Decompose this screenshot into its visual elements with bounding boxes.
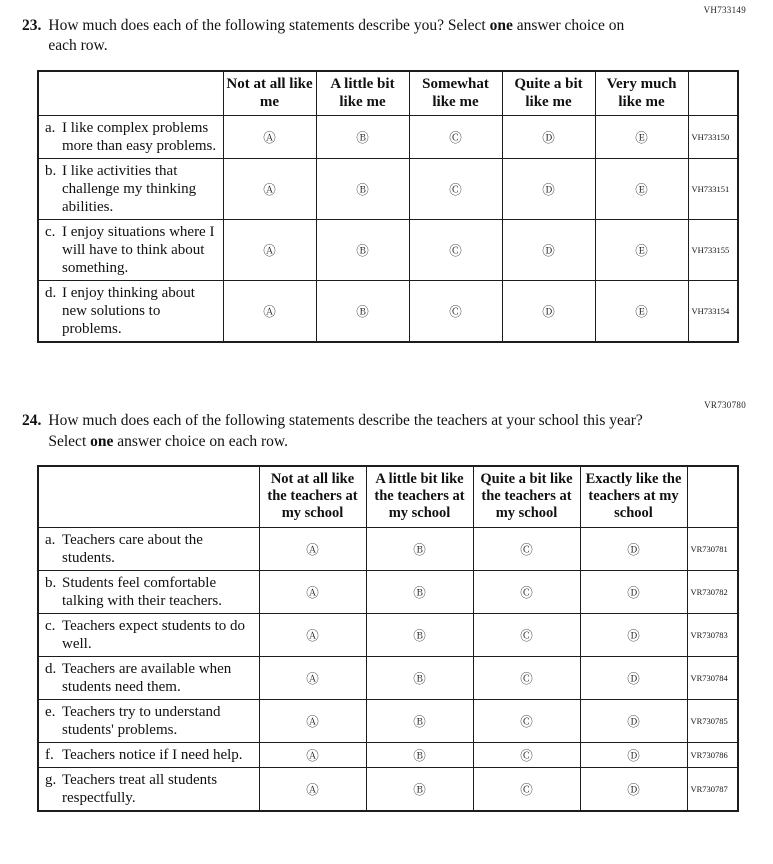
row-code: VH733155 [688, 220, 738, 281]
question-23-section [0, 5, 773, 343]
question-23-number: 23. [22, 17, 42, 34]
statement-cell [38, 159, 223, 220]
statement-text: Teachers care about the students. [62, 531, 203, 566]
answer-bubble-c[interactable]: Ⓒ [473, 767, 580, 811]
answer-bubble-a[interactable]: Ⓐ [259, 570, 366, 613]
statement-text: Teachers expect students to do well. [62, 617, 246, 652]
statement-text: Teachers try to understand students' problems. [62, 703, 221, 738]
answer-bubble-d[interactable]: Ⓓ [580, 613, 687, 656]
row-code: VR730781 [687, 527, 738, 570]
statement-cell [38, 527, 259, 570]
row-code: VH733150 [688, 116, 738, 159]
statement-letter: b. [45, 163, 57, 180]
statement-cell [38, 742, 259, 767]
answer-bubble-d[interactable]: Ⓓ [580, 699, 687, 742]
statement-row [38, 527, 738, 570]
row-code: VR730785 [687, 699, 738, 742]
answer-bubble-d[interactable]: Ⓓ [580, 656, 687, 699]
answer-bubble-d[interactable]: Ⓓ [580, 570, 687, 613]
prompt-part-bold: one [90, 432, 114, 450]
answer-bubble-b[interactable]: Ⓑ [366, 613, 473, 656]
answer-bubble-a[interactable]: Ⓐ [259, 742, 366, 767]
statement-cell [38, 699, 259, 742]
answer-column-header: Not at all like the teachers at my school [259, 466, 366, 527]
answer-bubble-a[interactable]: Ⓐ [259, 527, 366, 570]
row-code: VR730786 [687, 742, 738, 767]
answer-bubble-d[interactable]: Ⓓ [580, 767, 687, 811]
statement-row [38, 699, 738, 742]
blank-code-header-cell [687, 466, 738, 527]
answer-bubble-e[interactable]: Ⓔ [595, 159, 688, 220]
statement-text: I like activities that challenge my thinking abilities. [62, 163, 197, 216]
answer-bubble-e[interactable]: Ⓔ [595, 220, 688, 281]
answer-bubble-c[interactable]: Ⓒ [473, 742, 580, 767]
answer-bubble-d[interactable]: Ⓓ [580, 742, 687, 767]
answer-bubble-b[interactable]: Ⓑ [366, 656, 473, 699]
prompt-part-after: answer choice on each row. [113, 432, 288, 450]
question-23-table [37, 70, 739, 343]
answer-bubble-c[interactable]: Ⓒ [409, 220, 502, 281]
statement-text: Students feel comfortable talking with their teachers. [62, 574, 222, 609]
header-row [38, 466, 738, 527]
question-23-form-code: VH733149 [703, 5, 746, 15]
statement-letter: b. [45, 574, 57, 591]
statement-row [38, 767, 738, 811]
answer-column-header: Quite a bit like the teachers at my school [473, 466, 580, 527]
blank-header-cell [38, 466, 259, 527]
question-24-form-code: VR730780 [704, 400, 746, 411]
answer-bubble-c[interactable]: Ⓒ [473, 699, 580, 742]
answer-bubble-d[interactable]: Ⓓ [502, 116, 595, 159]
statement-text: Teachers are available when students need them. [62, 660, 232, 695]
statement-cell [38, 767, 259, 811]
statement-row [38, 570, 738, 613]
statement-letter: a. [45, 531, 56, 548]
statement-text: I enjoy situations where I will have to think about something. [62, 224, 215, 277]
answer-bubble-a[interactable]: Ⓐ [223, 220, 316, 281]
prompt-part-after: answer choice on each row. [48, 17, 625, 55]
prompt-part-before: How much does each of the following statements describe the teachers at your school this year? Select [48, 412, 643, 450]
answer-bubble-b[interactable]: Ⓑ [366, 570, 473, 613]
answer-bubble-d[interactable]: Ⓓ [580, 527, 687, 570]
row-code: VR730783 [687, 613, 738, 656]
statement-cell [38, 220, 223, 281]
statement-letter: c. [45, 224, 56, 241]
question-24-section [0, 400, 773, 811]
row-code: VR730782 [687, 570, 738, 613]
answer-bubble-b[interactable]: Ⓑ [366, 742, 473, 767]
statement-row [38, 656, 738, 699]
answer-bubble-a[interactable]: Ⓐ [259, 767, 366, 811]
answer-bubble-d[interactable]: Ⓓ [502, 159, 595, 220]
question-23-text [48, 16, 626, 57]
statement-letter: a. [45, 120, 56, 137]
statement-row [38, 613, 738, 656]
row-code: VR730784 [687, 656, 738, 699]
statement-letter: f. [45, 746, 54, 763]
answer-bubble-a[interactable]: Ⓐ [223, 159, 316, 220]
statement-cell [38, 613, 259, 656]
answer-bubble-e[interactable]: Ⓔ [595, 116, 688, 159]
question-24-text [48, 411, 676, 452]
statement-letter: g. [45, 771, 57, 788]
answer-bubble-a[interactable]: Ⓐ [259, 613, 366, 656]
blank-code-header-cell [688, 71, 738, 116]
statement-text: I enjoy thinking about new solutions to problems. [62, 285, 195, 338]
answer-bubble-c[interactable]: Ⓒ [473, 527, 580, 570]
answer-bubble-b[interactable]: Ⓑ [366, 767, 473, 811]
statement-text: Teachers treat all students respectfully. [62, 771, 218, 806]
statement-letter: c. [45, 617, 56, 634]
answer-bubble-e[interactable]: Ⓔ [595, 281, 688, 343]
answer-bubble-b[interactable]: Ⓑ [316, 220, 409, 281]
statement-row [38, 159, 738, 220]
row-code: VH733154 [688, 281, 738, 343]
answer-bubble-b[interactable]: Ⓑ [316, 159, 409, 220]
answer-bubble-c[interactable]: Ⓒ [473, 613, 580, 656]
answer-bubble-c[interactable]: Ⓒ [409, 116, 502, 159]
statement-row [38, 281, 738, 343]
answer-bubble-c[interactable]: Ⓒ [409, 159, 502, 220]
statement-row [38, 220, 738, 281]
statement-letter: d. [45, 660, 57, 677]
answer-bubble-b[interactable]: Ⓑ [366, 527, 473, 570]
answer-bubble-a[interactable]: Ⓐ [259, 656, 366, 699]
statement-text: I like complex problems more than easy problems. [62, 120, 217, 155]
answer-bubble-a[interactable]: Ⓐ [259, 699, 366, 742]
answer-bubble-c[interactable]: Ⓒ [409, 281, 502, 343]
blank-header-cell [38, 71, 223, 116]
statement-cell [38, 116, 223, 159]
statement-letter: e. [45, 703, 56, 720]
answer-column-header: Very much like me [595, 71, 688, 116]
answer-bubble-d[interactable]: Ⓓ [502, 281, 595, 343]
statement-cell [38, 656, 259, 699]
answer-bubble-a[interactable]: Ⓐ [223, 116, 316, 159]
prompt-part-before: How much does each of the following statements describe you? Select [48, 17, 490, 34]
statement-cell [38, 570, 259, 613]
question-24-table [37, 465, 739, 811]
row-code: VR730787 [687, 767, 738, 811]
question-24-prompt [22, 411, 773, 452]
answer-column-header: A little bit like the teachers at my school [366, 466, 473, 527]
answer-column-header: Exactly like the teachers at my school [580, 466, 687, 527]
answer-bubble-c[interactable]: Ⓒ [473, 570, 580, 613]
question-24-number: 24. [22, 412, 42, 430]
header-row [38, 71, 738, 116]
answer-column-header: Quite a bit like me [502, 71, 595, 116]
answer-column-header: Somewhat like me [409, 71, 502, 116]
statement-cell [38, 281, 223, 343]
statement-text: Teachers notice if I need help. [62, 746, 243, 763]
answer-bubble-a[interactable]: Ⓐ [223, 281, 316, 343]
answer-bubble-d[interactable]: Ⓓ [502, 220, 595, 281]
prompt-part-bold: one [489, 17, 513, 34]
answer-bubble-b[interactable]: Ⓑ [316, 116, 409, 159]
answer-column-header: Not at all like me [223, 71, 316, 116]
question-23-prompt [22, 16, 773, 57]
answer-bubble-b[interactable]: Ⓑ [316, 281, 409, 343]
row-code: VH733151 [688, 159, 738, 220]
statement-row [38, 742, 738, 767]
statement-letter: d. [45, 285, 57, 302]
answer-column-header: A little bit like me [316, 71, 409, 116]
answer-bubble-c[interactable]: Ⓒ [473, 656, 580, 699]
answer-bubble-b[interactable]: Ⓑ [366, 699, 473, 742]
statement-row [38, 116, 738, 159]
